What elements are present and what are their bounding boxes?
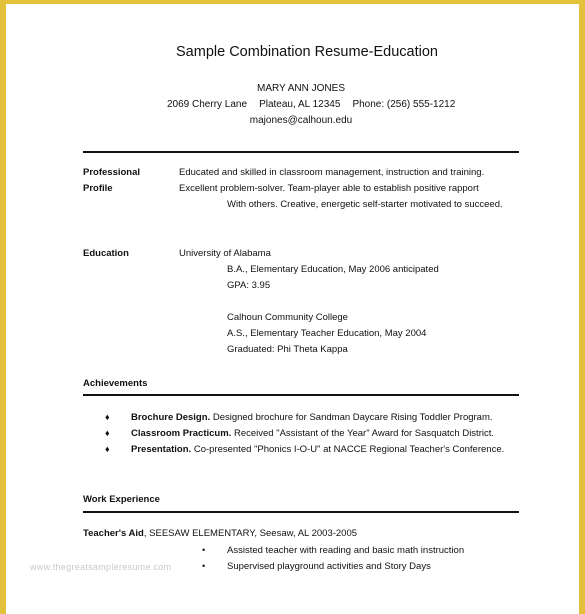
achievement-item <box>131 444 504 455</box>
contact-phone: Phone: (256) 555-1212 <box>352 99 456 110</box>
achievement-title: Classroom Practicum. <box>131 428 232 439</box>
diamond-bullet-icon: ♦ <box>105 444 110 454</box>
contact-address: 2069 Cherry Lane <box>167 99 248 110</box>
resume-page <box>6 4 579 614</box>
divider-top <box>83 151 519 153</box>
achievement-item <box>131 428 494 439</box>
profile-line: Educated and skilled in classroom management, instruction and training. <box>179 167 485 178</box>
bullet-icon: • <box>202 561 206 571</box>
contact-address-line <box>167 99 455 110</box>
job-title: Teacher's Aid <box>83 528 144 539</box>
diamond-bullet-icon: ♦ <box>105 428 110 438</box>
education-gpa: GPA: 3.95 <box>227 280 271 291</box>
watermark: www.thegreatsampleresume.com <box>30 562 172 572</box>
achievement-text: Received "Assistant of the Year" Award for Sasquatch District. <box>231 428 495 439</box>
job-duty: Supervised playground activities and Story Days <box>227 561 431 572</box>
job-line <box>83 528 357 539</box>
education-school: Calhoun Community College <box>227 312 348 323</box>
bullet-icon: • <box>202 545 206 555</box>
achievements-label: Achievements <box>83 378 148 389</box>
profile-line: With others. Creative, energetic self-starter motivated to succeed. <box>227 199 503 210</box>
job-details: , SEESAW ELEMENTARY, Seesaw, AL 2003-2005 <box>143 528 358 539</box>
education-degree: B.A., Elementary Education, May 2006 anticipated <box>227 264 439 275</box>
achievement-text: Designed brochure for Sandman Daycare Rising Toddler Program. <box>210 412 493 423</box>
education-label: Education <box>83 248 129 259</box>
education-school: University of Alabama <box>179 248 271 259</box>
achievement-item <box>131 412 493 423</box>
education-degree: A.S., Elementary Teacher Education, May 2004 <box>227 328 427 339</box>
contact-email: majones@calhoun.edu <box>249 115 353 126</box>
achievement-title: Brochure Design. <box>131 412 211 423</box>
profile-line: Excellent problem-solver. Team-player able to establish positive rapport <box>179 183 479 194</box>
job-duty: Assisted teacher with reading and basic math instruction <box>227 545 465 556</box>
document-title: Sample Combination Resume-Education <box>176 44 438 60</box>
achievement-title: Presentation. <box>131 444 192 455</box>
diamond-bullet-icon: ♦ <box>105 412 110 422</box>
divider-work <box>83 511 519 513</box>
divider-achievements <box>83 394 519 396</box>
education-honor: Graduated: Phi Theta Kappa <box>227 344 348 355</box>
achievement-text: Co-presented "Phonics I-O-U" at NACCE Regional Teacher's Conference. <box>191 444 505 455</box>
work-label: Work Experience <box>83 494 160 505</box>
contact-name: MARY ANN JONES <box>257 83 345 94</box>
profile-label-line1: Professional <box>83 167 141 178</box>
contact-city: Plateau, AL 12345 <box>259 99 341 110</box>
profile-label-line2: Profile <box>83 183 113 194</box>
